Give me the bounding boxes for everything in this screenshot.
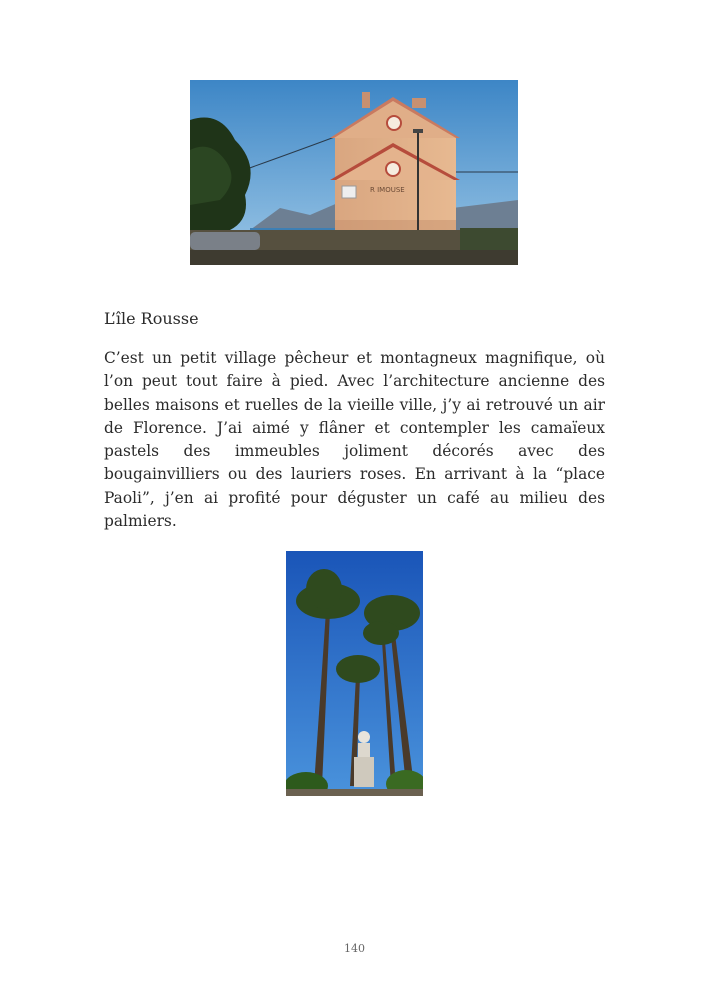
section-heading: L’île Rousse bbox=[104, 309, 199, 328]
palms-illustration bbox=[286, 551, 423, 796]
station-illustration bbox=[190, 80, 518, 265]
station-photo bbox=[190, 80, 518, 265]
palms-photo bbox=[286, 551, 423, 796]
body-paragraph: C’est un petit village pêcheur et montagneux magnifique, où l’on peut tout faire à pied. Avec l’architecture ancienne des belles maisons et ruelles de la vieille ville, j’y ai retrouvé un air de Florence. J’ai aimé y flâner et contempler les camaïeux pastels des immeubles joliment décorés avec des bougainvilliers ou des lauriers roses. En arrivant à la “place Paoli”, j’en ai profité pour déguster un café au milieu des palmiers. bbox=[104, 349, 605, 531]
station-sign: R IMOUSE bbox=[370, 186, 405, 194]
page-number: 140 bbox=[344, 942, 365, 955]
